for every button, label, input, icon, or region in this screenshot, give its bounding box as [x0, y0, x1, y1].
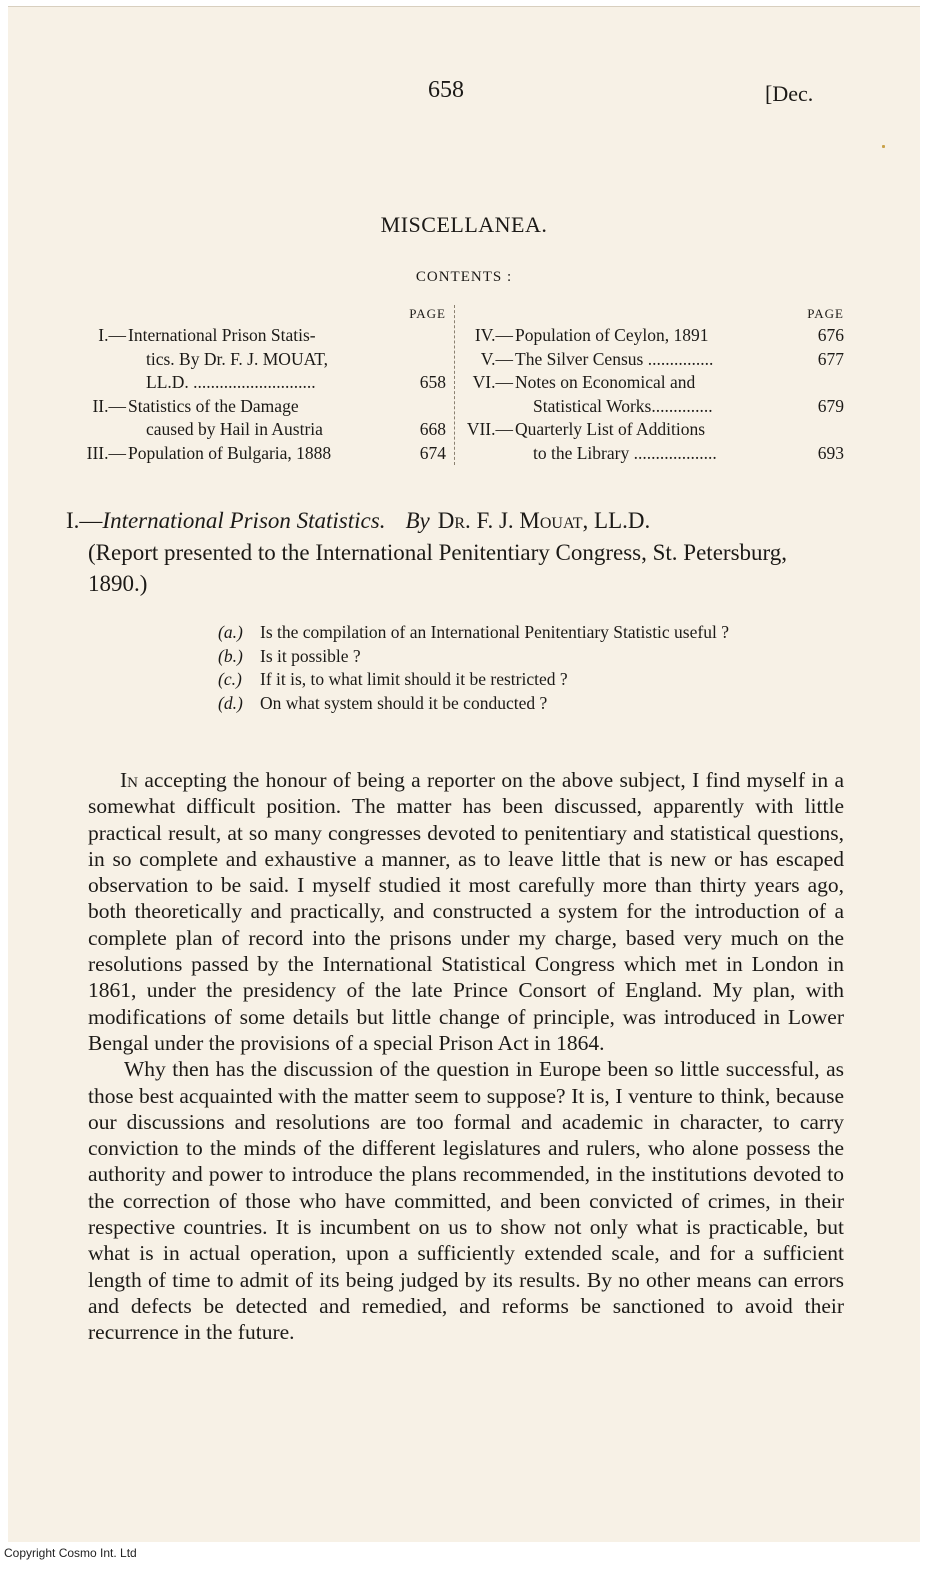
toc-entry [458, 324, 844, 348]
toc-entry [458, 371, 844, 418]
toc-page-heading: PAGE [807, 306, 844, 321]
running-head-date: [Dec. [765, 81, 814, 106]
toc-entry [458, 348, 844, 372]
page-number: 658 [428, 77, 464, 103]
article-author: Dr. F. J. Mouat, LL.D. [437, 508, 651, 533]
toc-entry-text: Statistical Works.............. [533, 395, 713, 416]
toc-entry-text: Population of Ceylon, 1891 [515, 325, 709, 345]
toc-entry [68, 442, 446, 466]
question-item [218, 668, 848, 692]
toc-entry [458, 418, 844, 465]
toc-entry-number: IV.— [474, 325, 513, 345]
question-label: (a.) [218, 622, 243, 642]
toc-entry-text: International Prison Statis- [128, 325, 316, 345]
question-text: Is it possible ? [260, 645, 361, 666]
question-label: (c.) [218, 669, 242, 689]
contents-label: CONTENTS : [415, 269, 513, 285]
article-by: By [405, 508, 430, 533]
toc-entry-text: to the Library ................... [533, 442, 717, 463]
body-paragraph [88, 767, 844, 1056]
question-text: On what system should it be conducted ? [260, 692, 548, 713]
article-title: International Prison Statistics. [102, 508, 386, 533]
paragraph-text: accepting the honour of being a reporter on the above subject, I find myself in a somewhat difficult position. The matter has been discussed, apparently with little practical result, at so many congresses devoted to penitentiary and statistical questions, in so complete and exhaustive a manner, as to leave little that is new or has escaped observation to be said. I myself studied it most carefully more than thirty years ago, both theoretically and practically, and constructed a system for the introduction of a complete plan of record into the prisons under my charge, based very much on the resolutions passed by the International Statistical Congress which met in London in 1861, under the presidency of the late Prince Consort of England. My plan, with modifications of some details but little change of principle, was introduced in Lower Bengal under the provisions of a special Prison Act in 1864. [88, 768, 844, 1055]
toc-entry-text: tics. By Dr. F. J. MOUAT, [146, 348, 329, 369]
question-label: (b.) [218, 645, 243, 666]
footer-strip [8, 1542, 920, 1570]
article-report-note: (Report presented to the International Penitentiary Congress, St. Petersburg, 1890.) [88, 540, 788, 596]
toc-entry [68, 395, 446, 442]
toc-entry-text: Statistics of the Damage [128, 395, 299, 416]
toc-entry-page: 693 [817, 442, 844, 463]
toc-entry-page: 676 [817, 325, 844, 345]
book-page [8, 6, 920, 1561]
toc-entry [68, 324, 446, 395]
toc-left-column [68, 303, 446, 465]
toc-entry-page: 674 [419, 442, 446, 463]
article-heading [66, 505, 846, 536]
copyright-notice: Copyright Cosmo Int. Ltd [4, 1546, 137, 1560]
toc-entry-text: Notes on Economical and [515, 372, 696, 392]
toc-entry-text: caused by Hail in Austria [146, 419, 323, 439]
toc-entry-number: V.— [480, 348, 513, 369]
toc-entry-page: 679 [817, 395, 844, 416]
toc-entry-text: Quarterly List of Additions [515, 419, 706, 439]
section-title: MISCELLANEA. [380, 212, 548, 237]
question-item [218, 692, 848, 716]
question-text: If it is, to what limit should it be restricted ? [260, 669, 568, 689]
question-list [218, 621, 848, 715]
toc-entry-page: 677 [817, 348, 844, 369]
paper-speck [882, 145, 885, 148]
toc-entry-text: The Silver Census ............... [515, 348, 714, 369]
article-body [88, 767, 844, 1346]
question-item [218, 645, 848, 669]
article-number: I.— [66, 508, 103, 533]
toc-entry-text: Population of Bulgaria, 1888 [128, 442, 332, 463]
toc-column-divider [454, 305, 455, 465]
toc-entry-page: 668 [419, 419, 446, 439]
toc-entry-page: 658 [419, 372, 446, 392]
toc-entry-number: I.— [98, 325, 126, 345]
toc-page-heading: PAGE [409, 306, 446, 321]
toc-entry-number: VII.— [466, 419, 513, 439]
toc-right-column [458, 303, 844, 465]
toc-entry-number: II.— [92, 395, 126, 416]
question-label: (d.) [218, 692, 243, 713]
question-text: Is the compilation of an International Penitentiary Statistic useful ? [260, 622, 729, 642]
question-item [218, 621, 848, 645]
toc-entry-text: LL.D. ............................ [146, 372, 316, 392]
body-paragraph: Why then has the discussion of the question in Europe been so little successful, as those best acquainted with the matter seem to suppose? It is, I venture to think, because our discussions and resolutions are too formal and academic in character, to carry conviction to the minds of the different legislatures and rulers, who alone possess the authority and power to introduce the plans recommended, in the institutions devoted to the correction of those who have committed, and been convicted of crimes, in their respective countries. It is incumbent on us to show not only what is practicable, but what is in actual operation, upon a sufficiently extended scale, and for a sufficient length of time to admit of its being judged by its results. By no other means can errors and defects be detected and remedied, and reforms be sanctioned to avoid their recurrence in the future. [88, 1057, 844, 1345]
toc-entry-number: III.— [86, 442, 126, 463]
toc-entry-number: VI.— [472, 372, 513, 392]
paragraph-lead: In [120, 768, 138, 792]
